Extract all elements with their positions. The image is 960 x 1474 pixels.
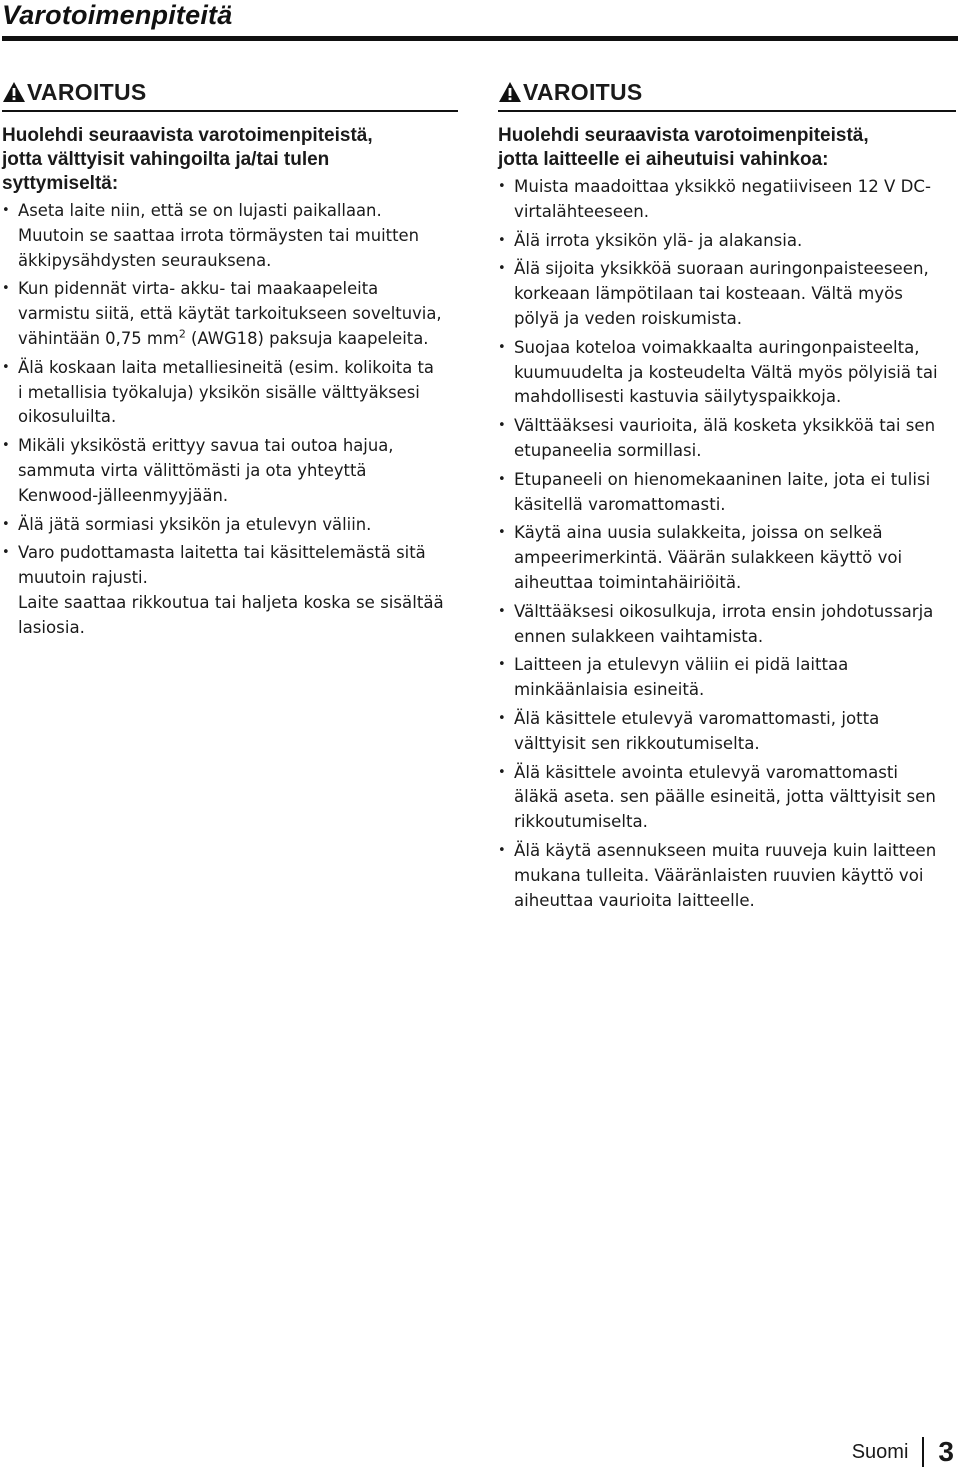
page-number: 3	[938, 1436, 954, 1467]
cable-spec-suffix: (AWG18) paksuja kaapeleita.	[185, 328, 429, 348]
lead-line: syttymiseltä:	[2, 173, 119, 194]
item-line: ampeerimerkintä. Väärän sulakkeen käyttö voi	[514, 548, 903, 568]
title-rule	[2, 36, 958, 41]
item-line: käsitellä varomattomasti.	[514, 494, 726, 514]
language-label: Suomi	[851, 1440, 909, 1463]
item-line: • Välttääksesi oikosulkuja, irrota ensin johdotussarja	[514, 601, 934, 621]
list-item	[2, 513, 458, 538]
warning-triangle-icon	[498, 81, 522, 103]
item-line: • Kun pidennät virta- akku- tai maakaapeleita	[18, 279, 379, 299]
list-item	[498, 175, 956, 225]
item-line: • Älä käytä asennukseen muita ruuveja kuin laitteen	[514, 840, 937, 860]
warning-triangle-icon	[2, 81, 26, 103]
item-line: Kenwood-jälleenmyyjään.	[18, 485, 229, 505]
lead-line: jotta välttyisit vahingoilta ja/tai tulen	[2, 149, 330, 170]
list-item	[498, 600, 956, 650]
item-line: • Välttääksesi vaurioita, älä kosketa yksikköä tai sen	[514, 416, 936, 436]
list-item	[2, 277, 458, 351]
item-line: • Etupaneeli on hienomekaaninen laite, jota ei tulisi	[514, 469, 931, 489]
item-line: virtalähteeseen.	[514, 201, 650, 221]
list-item	[498, 761, 956, 835]
lead-line: Huolehdi seuraavista varotoimenpiteistä,	[498, 125, 869, 146]
item-line: • Älä koskaan laita metalliesineitä (esim. kolikoita ta	[18, 357, 434, 377]
left-warning-list	[2, 199, 458, 591]
item-line: • Aseta laite niin, että se on lujasti paikallaan.	[18, 201, 382, 220]
item-line: pölyä ja veden roiskumista.	[514, 308, 743, 328]
item-line: rikkoutumiselta.	[514, 812, 648, 832]
item-line: • Älä jätä sormiasi yksikön ja etulevyn väliin.	[18, 514, 372, 534]
warning-heading-text: VAROITUS	[523, 78, 643, 105]
page-title: Varotoimenpiteitä	[2, 0, 233, 30]
item-line: äkkipysähdysten seurauksena.	[18, 250, 272, 270]
cable-spec-text: vähintään 0,75 mm	[18, 328, 179, 348]
item-line: sammuta virta välittömästi ja ota yhteyttä	[18, 460, 367, 480]
item-line: aiheuttaa vaurioita laitteelle.	[514, 890, 755, 910]
heading-rule	[2, 110, 458, 112]
list-item	[498, 414, 956, 464]
list-item	[2, 541, 458, 591]
heading-rule	[498, 110, 956, 112]
list-item	[498, 707, 956, 757]
item-line: • Älä sijoita yksikköä suoraan auringonpaisteeseen,	[514, 259, 929, 279]
list-item	[2, 434, 458, 508]
item-line: i metallisia työkaluja) yksikön sisälle välttyäksesi	[18, 382, 420, 402]
warning-heading-text: VAROITUS	[27, 78, 147, 105]
superscript-2: 2	[178, 327, 186, 341]
item-line: lasiosia.	[18, 617, 85, 637]
item-line: • Mikäli yksiköstä erittyy savua tai outoa hajua,	[18, 436, 394, 456]
item-line: kuumuudelta ja kosteudelta Vältä myös pölyisiä tai	[514, 362, 938, 382]
item-line: välttyisit sen rikkoutumiselta.	[514, 733, 760, 753]
item-line: • Älä käsittele avointa etulevyä varomattomasti	[514, 762, 899, 782]
item-line: oikosuluilta.	[18, 407, 117, 427]
item-line: • Älä irrota yksikön ylä- ja alakansia.	[514, 230, 803, 250]
item-line: mukana tulleita. Vääränlaisten ruuvien käyttö voi	[514, 865, 924, 885]
list-item	[498, 468, 956, 518]
left-warning-column	[2, 76, 458, 641]
list-item	[498, 257, 956, 331]
page-footer	[852, 1436, 954, 1468]
item-line: aiheuttaa toimintahäiriöitä.	[514, 572, 742, 592]
item-line: minkäänlaisia esineitä.	[514, 680, 705, 700]
right-lead-text	[498, 124, 956, 172]
item-line	[18, 327, 458, 352]
item-line: etupaneelia sormillasi.	[514, 440, 702, 460]
item-line: • Älä käsittele etulevyä varomattomasti, jotta	[514, 708, 880, 728]
item-line: Laite saattaa rikkoutua tai haljeta koska se sisältää	[18, 592, 444, 612]
right-warning-list	[498, 175, 956, 913]
item-line: • Laitteen ja etulevyn väliin ei pidä laittaa	[514, 655, 849, 675]
list-item	[498, 336, 956, 410]
list-item	[498, 229, 956, 254]
item-line: äläkä aseta. sen päälle esineitä, jotta välttyisit sen	[514, 787, 936, 807]
list-item	[2, 356, 458, 430]
lead-line: jotta laitteelle ei aiheutuisi vahinkoa:	[498, 149, 829, 170]
left-warning-heading	[2, 76, 458, 108]
right-warning-heading	[498, 76, 956, 108]
lead-line: Huolehdi seuraavista varotoimenpiteistä,	[2, 125, 373, 146]
item-line: mahdollisesti kastuvia säilytyspaikkoja.	[514, 387, 842, 407]
item-line: ennen sulakkeen vaihtamista.	[514, 626, 764, 646]
left-lead-text	[2, 124, 458, 196]
list-item	[2, 199, 458, 273]
list-item	[498, 653, 956, 703]
right-warning-column	[498, 76, 956, 917]
item-line: korkeaan lämpötilaan tai kosteaan. Vältä myös	[514, 284, 903, 304]
item-line: varmistu siitä, että käytät tarkoitukseen soveltuvia,	[18, 304, 442, 324]
item-line: Muutoin se saattaa irrota törmäysten tai muitten	[18, 225, 419, 245]
item-line: • Muista maadoittaa yksikkö negatiiviseen 12 V DC-	[514, 177, 932, 196]
item-line: • Käytä aina uusia sulakkeita, joissa on selkeä	[514, 523, 883, 543]
item-line: • Suojaa koteloa voimakkaalta auringonpaisteelta,	[514, 337, 920, 357]
footer-separator	[922, 1437, 924, 1467]
list-item	[498, 839, 956, 913]
list-item	[498, 521, 956, 595]
item-line: • Varo pudottamasta laitetta tai käsittelemästä sitä	[18, 543, 426, 563]
continuation-text	[2, 591, 458, 641]
item-line: muutoin rajusti.	[18, 568, 148, 588]
